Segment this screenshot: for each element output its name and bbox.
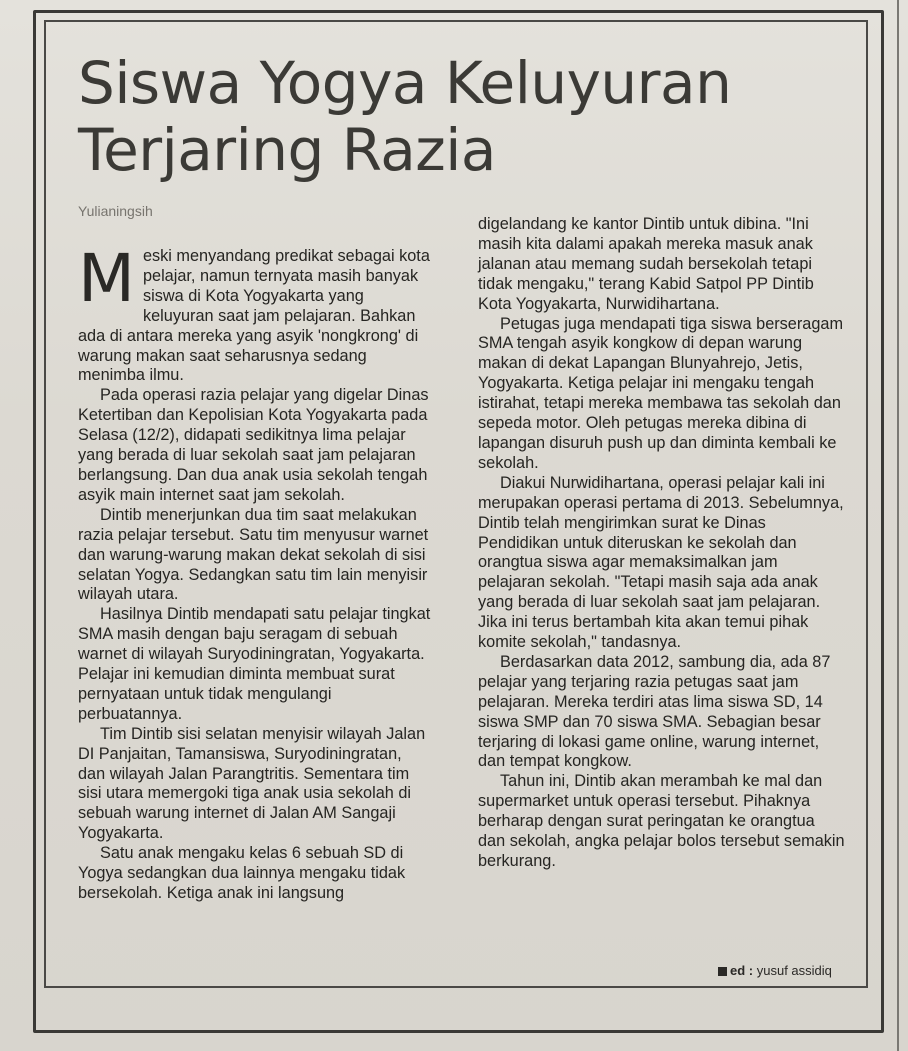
paragraph: Dintib menerjunkan dua tim saat melakukan razia pelajar tersebut. Satu tim menyusur warnet dan warung-warung makan dekat sekolah di sisi selatan Yogya. Sedangkan satu tim lain menyisir wilayah utara.: [78, 505, 429, 604]
square-bullet-icon: [718, 967, 727, 976]
editor-credit: [718, 963, 832, 978]
paragraph: [78, 240, 433, 386]
paragraph: Satu anak mengaku kelas 6 sebuah SD di Yogya sedangkan dua lainnya mengaku tidak bersekolah. Ketiga anak ini langsung: [78, 844, 406, 902]
paragraph: Hasilnya Dintib mendapati satu pelajar tingkat SMA masih dengan baju seragam di sebuah warnet di wilayah Suryodiningratan, Yogyakarta. Pelajar ini kemudian diminta membuat surat pernyataan untuk tidak mengulangi perbuatannya.: [78, 605, 431, 723]
paragraph: Tim Dintib sisi selatan menyisir wilayah Jalan DI Panjaitan, Tamansiswa, Suryodiningratan, dan wilayah Jalan Parangtritis. Sementara tim sisi utara memergoki tiga anak usia sekolah di sebuah warung internet di Jalan AM Sangaji Yogyakarta.: [78, 724, 426, 843]
paragraph-text: eski menyandang predikat sebagai kota pelajar, namun ternyata masih banyak siswa di Kota Yogyakarta yang keluyuran saat jam pelajaran. Bahkan ada di antara mereka yang asyik 'nongkrong' di warung makan saat seharusnya sedang menimba ilmu.: [78, 247, 430, 385]
paragraph: Berdasarkan data 2012, sambung dia, ada 87 pelajar yang terjaring razia petugas saat jam pelajaran. Mereka terdiri atas lima siswa SD, 14 siswa SMP dan 70 siswa SMA. Sebagian besar terjaring di lokasi game online, warung internet, dan tempat kongkow.: [478, 652, 831, 771]
editor-name: yusuf assidiq: [756, 963, 832, 978]
headline: [78, 50, 838, 184]
byline: Yulianingsih: [78, 203, 153, 219]
paragraph: digelandang ke kantor Dintib untuk dibina. "Ini masih kita dalami apakah mereka masuk anak jalanan atau memang sudah bersekolah tetapi tidak mengaku," terang Kabid Satpol PP Dintib Kota Yogyakarta, Nurwidihartana.: [478, 215, 814, 313]
paragraph: Petugas juga mendapati tiga siswa berseragam SMA tengah asyik kongkow di depan warung makan di dekat Lapangan Blunyahrejo, Jetis, Yogyakarta. Ketiga pelajar ini mengaku tengah istirahat, tetapi mereka membawa tas sekolah dan sepeda motor. Oleh petugas mereka dibina di lapangan disuruh push up dan diminta kembali ke sekolah.: [478, 314, 844, 472]
page-edge-rule: [897, 0, 899, 1051]
editor-label: ed :: [730, 963, 754, 978]
paragraph: Diakui Nurwidihartana, operasi pelajar kali ini merupakan operasi pertama di 2013. Sebelumnya, Dintib telah mengirimkan surat ke Dinas Pendidikan untuk diteruskan ke sekolah dan orangtua siswa agar memaksimalkan jam pelajaran sekolah. "Tetapi masih saja ada anak yang berada di luar sekolah saat jam pelajaran. Jika ini terus bertambah kita akan temui pihak komite sekolah," tandasnya.: [478, 473, 844, 652]
right-column: [478, 215, 845, 872]
paragraph: Pada operasi razia pelajar yang digelar Dinas Ketertiban dan Kepolisian Kota Yogyakarta pada Selasa (12/2), didapati sedikitnya lima pelajar yang berada di luar sekolah saat jam pelajaran berlangsung. Dan dua anak usia sekolah tengah asyik main internet saat jam sekolah.: [78, 386, 429, 504]
headline-line-2: Terjaring Razia: [78, 116, 496, 184]
drop-cap: M: [78, 240, 135, 317]
headline-line-1: Siswa Yogya Keluyuran: [78, 49, 732, 117]
left-column: [78, 240, 433, 904]
paragraph: Tahun ini, Dintib akan merambah ke mal dan supermarket untuk operasi tersebut. Pihaknya berharap dengan surat peringatan ke orangtua dan sekolah, angka pelajar bolos tersebut semakin berkurang.: [478, 772, 845, 870]
